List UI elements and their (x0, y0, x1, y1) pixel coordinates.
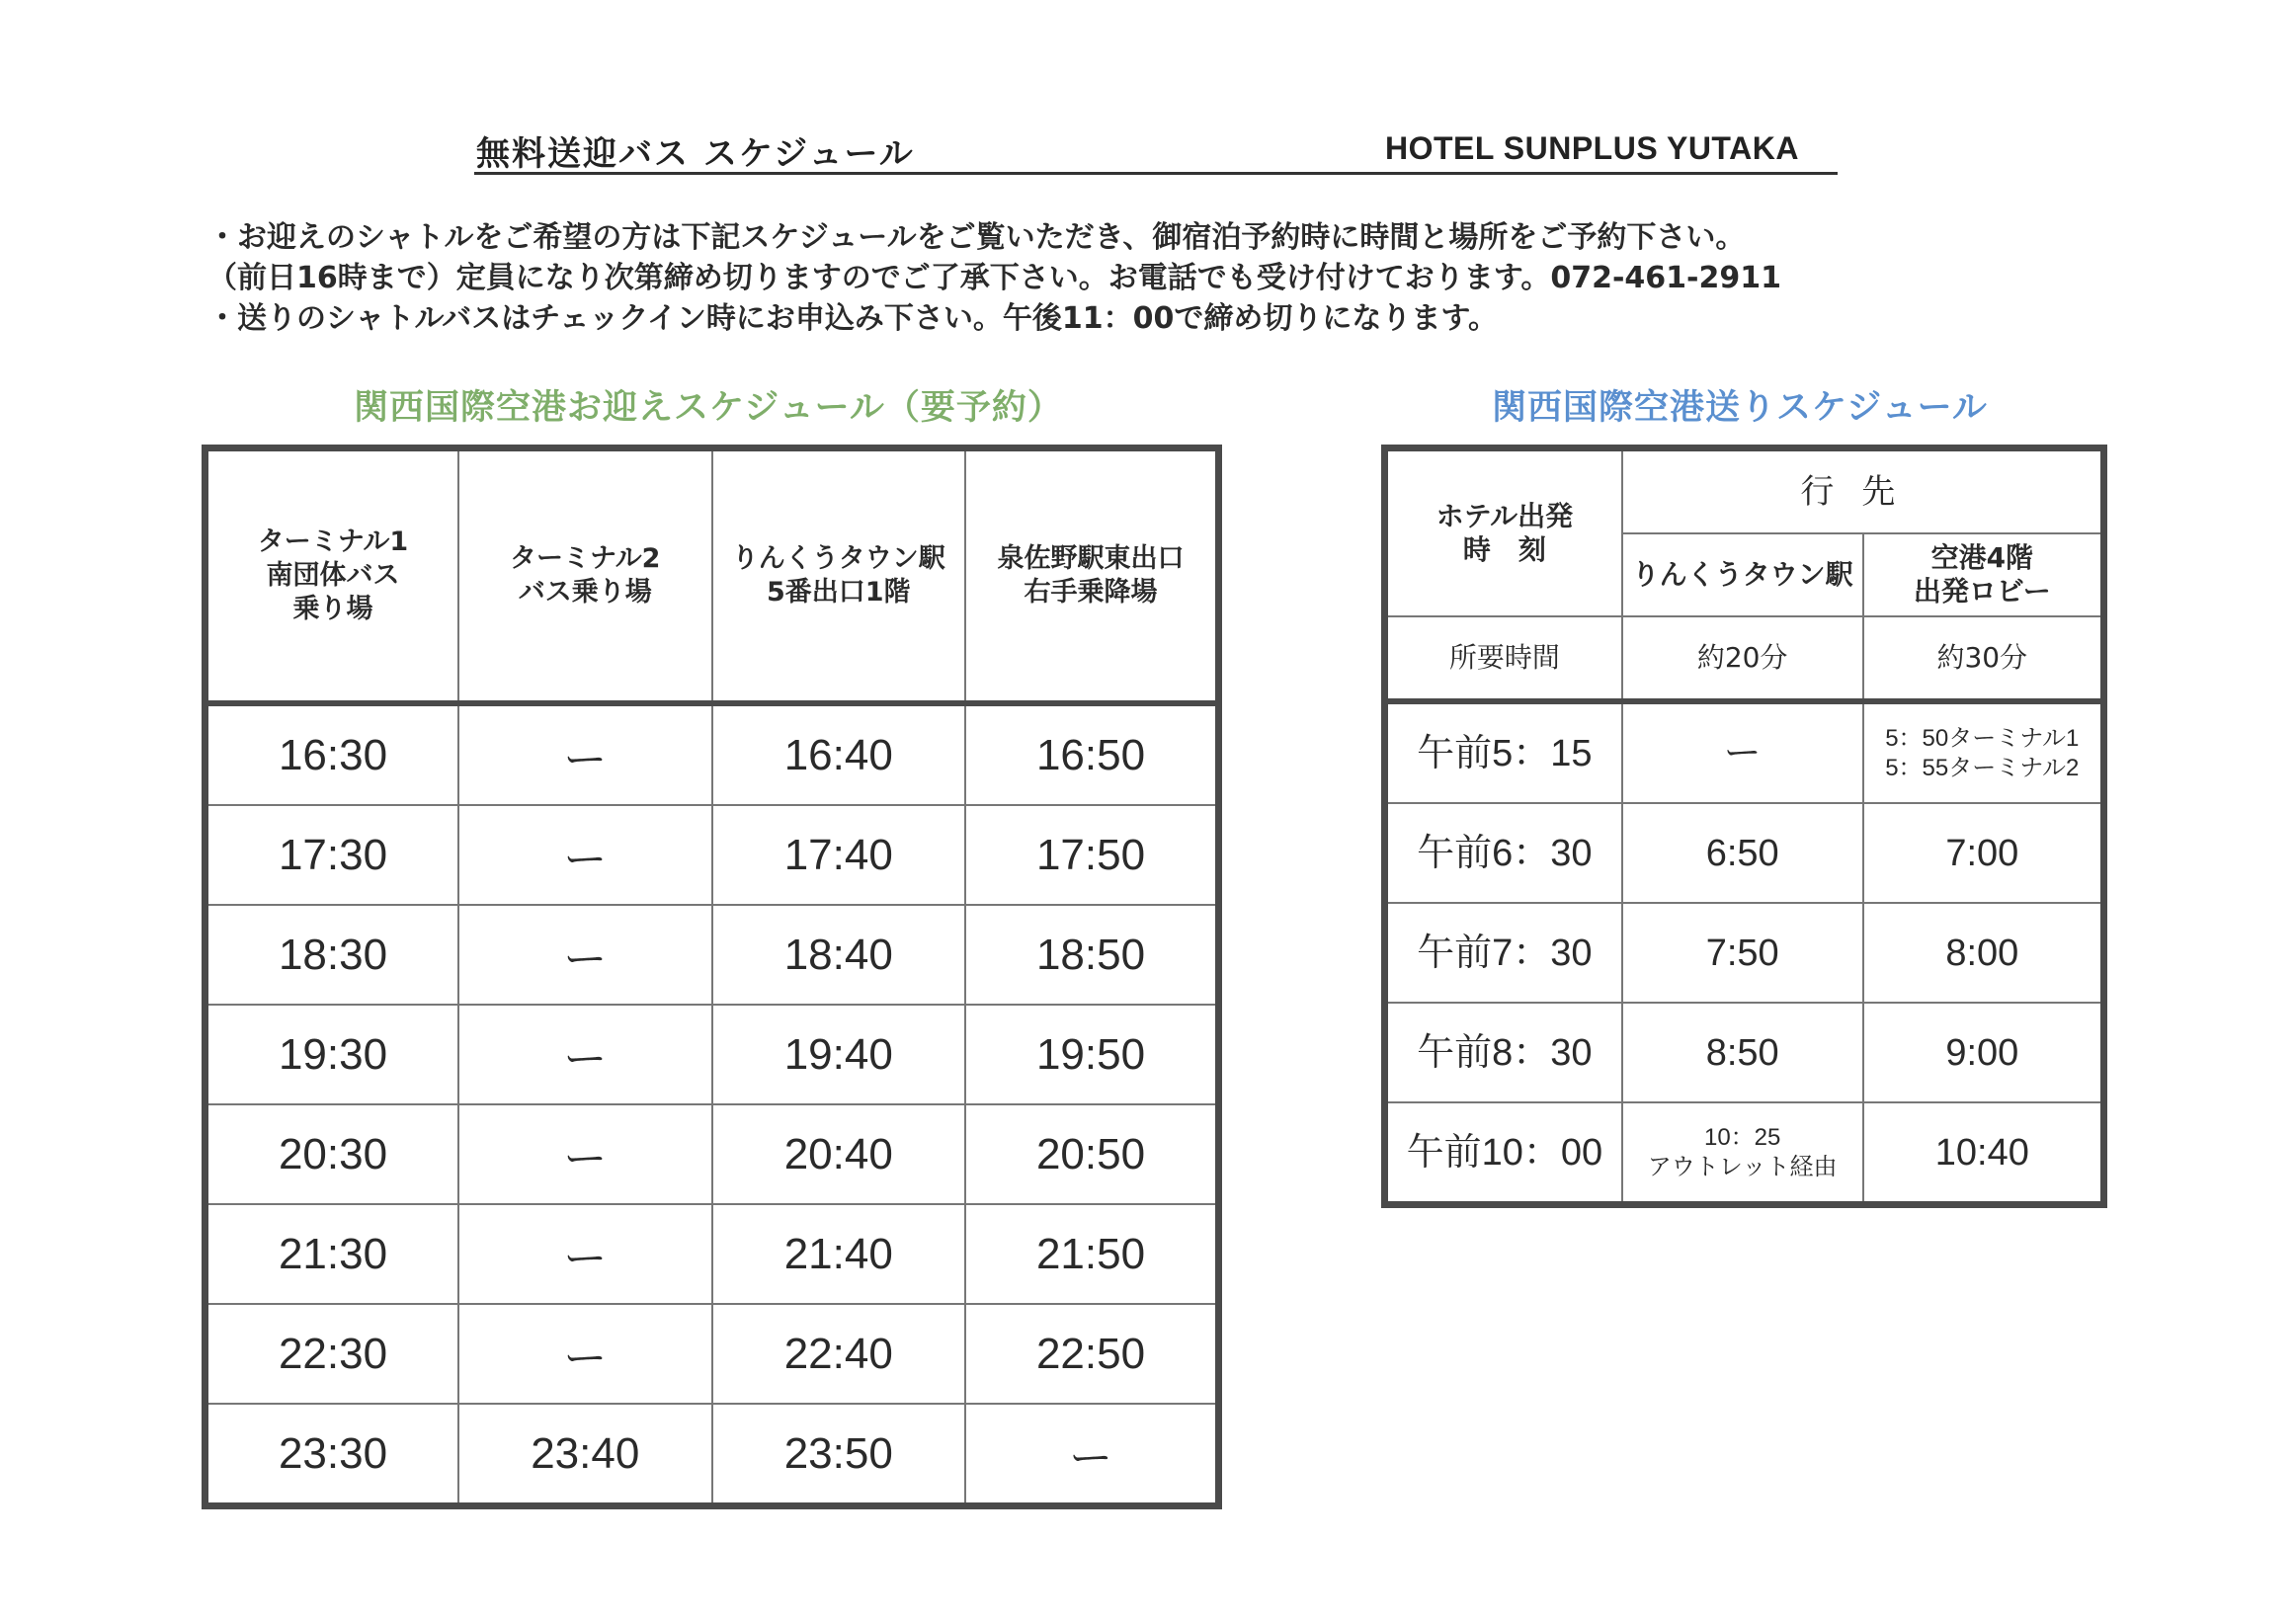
dest-airport-header (1863, 533, 2104, 616)
note-line: ・送りのシャトルバスはチェックイン時にお申込み下さい。午後11：00で締め切りになります。 (207, 301, 1498, 336)
rinku-time (1622, 701, 1863, 803)
time-cell: ー (458, 703, 712, 805)
table-row (1385, 903, 2104, 1003)
table-row (205, 1204, 1219, 1304)
header-line: ターミナル1 (257, 527, 409, 557)
time-cell: 16:40 (712, 703, 966, 805)
time-cell: 21:30 (205, 1204, 459, 1304)
hotel-depart-header (1385, 448, 1622, 617)
depart-time: 午前6：30 (1385, 803, 1622, 903)
table-row (205, 1104, 1219, 1204)
cell-line: 7:50 (1705, 932, 1779, 974)
table-row (1385, 803, 2104, 903)
pickup-header-row (205, 448, 1219, 704)
time-cell: ー (965, 1404, 1219, 1506)
time-cell: ー (458, 1104, 712, 1204)
cell-line: 10:40 (1934, 1131, 2029, 1174)
duration-airport: 約30分 (1863, 616, 2104, 701)
note-line: （前日16時まで）定員になり次第締め切りますのでご了承下さい。お電話でも受け付けております。072-461-2911 (207, 261, 1781, 295)
page-title: 無料送迎バス スケジュール (476, 134, 915, 174)
send-schedule-table (1381, 445, 2107, 1208)
cell-line: 8:00 (1945, 932, 2019, 974)
time-cell: ー (458, 805, 712, 905)
send-schedule-title: 関西国際空港送りスケジュール (1492, 388, 1988, 428)
pickup-header-rinku (712, 448, 966, 704)
pickup-header-izumisano (965, 448, 1219, 704)
table-row (205, 905, 1219, 1005)
rinku-time (1622, 903, 1863, 1003)
time-cell: 20:50 (965, 1104, 1219, 1204)
time-cell: 23:50 (712, 1404, 966, 1506)
rinku-time (1622, 803, 1863, 903)
cell-line: アウトレット経由 (1647, 1153, 1838, 1180)
time-cell: 20:30 (205, 1104, 459, 1204)
time-cell: ー (458, 1005, 712, 1104)
pickup-schedule-table (202, 445, 1222, 1509)
table-row (1385, 701, 2104, 803)
time-cell: 21:40 (712, 1204, 966, 1304)
cell-line: 5：55ターミナル2 (1885, 754, 2080, 781)
cell-line: 6:50 (1705, 832, 1779, 874)
time-cell: ー (458, 1204, 712, 1304)
airport-time (1863, 701, 2104, 803)
time-cell: 23:40 (458, 1404, 712, 1506)
time-cell: 20:40 (712, 1104, 966, 1204)
table-row (205, 1304, 1219, 1404)
header-line: 時 刻 (1462, 533, 1546, 566)
time-cell: 23:30 (205, 1404, 459, 1506)
time-cell: 17:40 (712, 805, 966, 905)
depart-time: 午前5：15 (1385, 701, 1622, 803)
header-line: バス乗り場 (518, 577, 652, 608)
header-line: 泉佐野駅東出口 (997, 543, 1185, 574)
table-row (1385, 1102, 2104, 1205)
airport-time (1863, 903, 2104, 1003)
header-line: りんくうタウン駅 (1631, 558, 1853, 591)
rinku-time (1622, 1102, 1863, 1205)
pickup-header-terminal1 (205, 448, 459, 704)
dest-rinku-header (1622, 533, 1863, 616)
time-cell: 17:30 (205, 805, 459, 905)
time-cell: 16:30 (205, 703, 459, 805)
pickup-header-terminal2 (458, 448, 712, 704)
pickup-schedule-title: 関西国際空港お迎えスケジュール（要予約） (354, 388, 1063, 428)
cell-line: 9:00 (1945, 1031, 2019, 1074)
header-line: ホテル出発 (1435, 500, 1574, 532)
airport-time (1863, 1102, 2104, 1205)
time-cell: 22:30 (205, 1304, 459, 1404)
time-cell: ー (458, 1304, 712, 1404)
header-line: 空港4階 (1930, 541, 2034, 574)
cell-line: 5：50ターミナル1 (1885, 724, 2080, 752)
time-cell: 19:50 (965, 1005, 1219, 1104)
header-line: 南団体バス (266, 560, 400, 591)
time-cell: 21:50 (965, 1204, 1219, 1304)
table-row (205, 703, 1219, 805)
cell-line: ー (1723, 732, 1762, 774)
cell-line: 10：25 (1703, 1123, 1781, 1151)
time-cell: ー (458, 905, 712, 1005)
time-cell: 22:50 (965, 1304, 1219, 1404)
duration-label: 所要時間 (1385, 616, 1622, 701)
duration-row (1385, 616, 2104, 701)
time-cell: 16:50 (965, 703, 1219, 805)
header-line: 右手乗降場 (1024, 577, 1158, 608)
send-header-row (1385, 448, 2104, 534)
depart-time: 午前10：00 (1385, 1102, 1622, 1205)
time-cell: 19:30 (205, 1005, 459, 1104)
time-cell: 17:50 (965, 805, 1219, 905)
cell-line: 7:00 (1945, 832, 2019, 874)
time-cell: 19:40 (712, 1005, 966, 1104)
header-line: 出発ロビー (1913, 575, 2051, 608)
notes (207, 217, 2134, 339)
table-row (205, 1005, 1219, 1104)
destination-header: 行先 (1622, 448, 2104, 534)
duration-rinku: 約20分 (1622, 616, 1863, 701)
note-line: ・お迎えのシャトルをご希望の方は下記スケジュールをご覧いただき、御宿泊予約時に時間と場所をご予約下さい。 (207, 220, 1746, 255)
time-cell: 18:30 (205, 905, 459, 1005)
header-line: りんくうタウン駅 (731, 543, 945, 574)
airport-time (1863, 1003, 2104, 1102)
header-line: ターミナル2 (510, 543, 661, 574)
time-cell: 18:50 (965, 905, 1219, 1005)
header-line: 乗り場 (292, 594, 373, 624)
rinku-time (1622, 1003, 1863, 1102)
cell-line: 8:50 (1705, 1031, 1779, 1074)
time-cell: 22:40 (712, 1304, 966, 1404)
depart-time: 午前7：30 (1385, 903, 1622, 1003)
depart-time: 午前8：30 (1385, 1003, 1622, 1102)
header-line: 5番出口1階 (766, 577, 911, 608)
time-cell: 18:40 (712, 905, 966, 1005)
table-row (1385, 1003, 2104, 1102)
airport-time (1863, 803, 2104, 903)
table-row (205, 1404, 1219, 1506)
hotel-name: HOTEL SUNPLUS YUTAKA (1385, 130, 1799, 166)
table-row (205, 805, 1219, 905)
